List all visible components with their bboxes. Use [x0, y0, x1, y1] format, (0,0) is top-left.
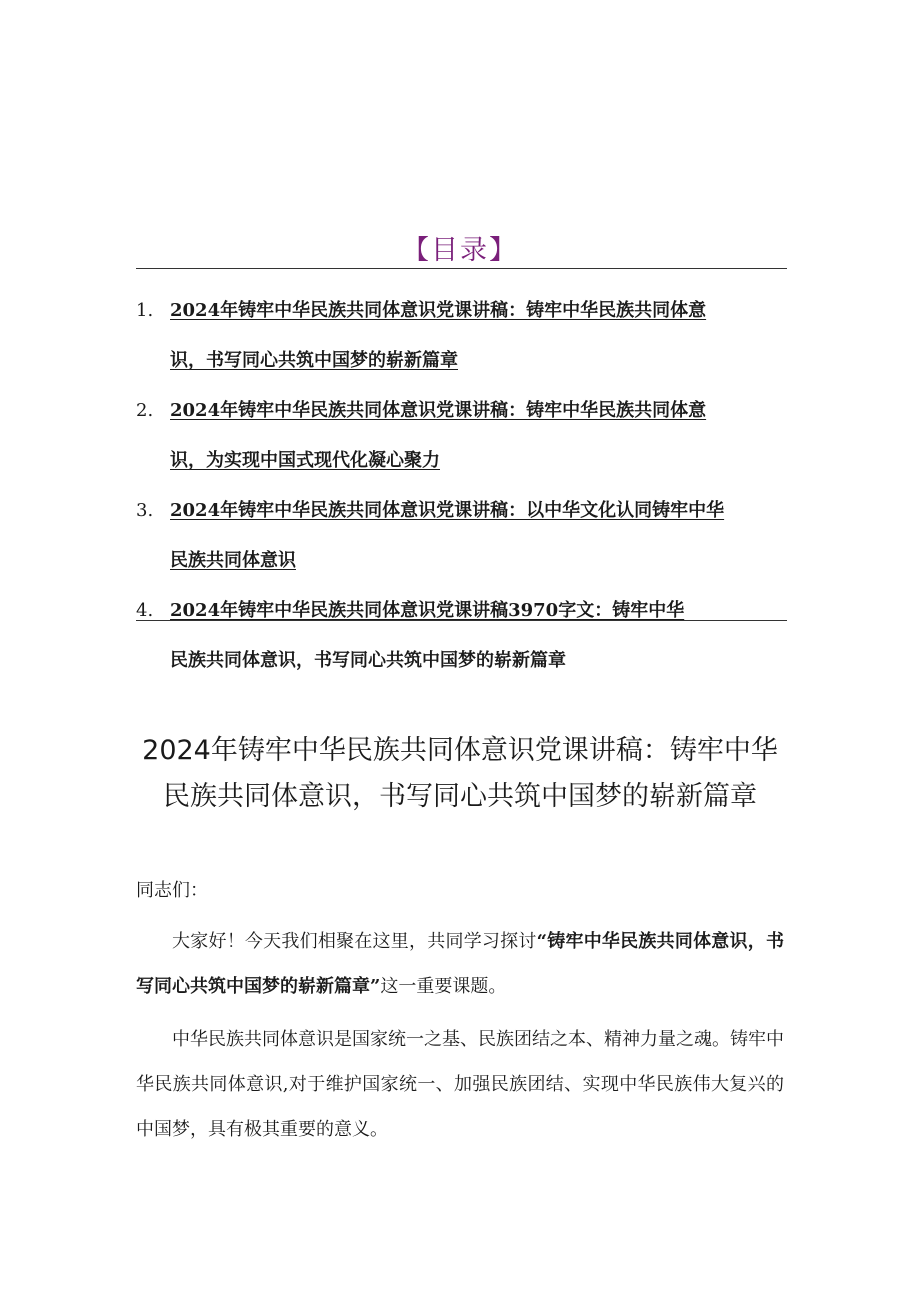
toc-link[interactable]: 2024年铸牢中华民族共同体意识党课讲稿：以中华文化认同铸牢中华: [170, 500, 725, 521]
toc-link[interactable]: 2024年铸牢中华民族共同体意识党课讲稿3970字文：铸牢中华: [170, 600, 685, 621]
intro-text: 大家好！今天我们相聚在这里，共同学习探讨: [172, 931, 537, 952]
toc-item-3[interactable]: [136, 486, 796, 586]
article-title: [120, 728, 800, 820]
toc-link-continued[interactable]: 民族共同体意识，书写同心共筑中国梦的崭新篇章: [170, 650, 566, 671]
toc-link-continued[interactable]: 识，为实现中国式现代化凝心聚力: [170, 450, 440, 471]
toc-list: [136, 286, 796, 686]
toc-link-continued[interactable]: 民族共同体意识: [170, 550, 296, 571]
toc-link[interactable]: 2024年铸牢中华民族共同体意识党课讲稿：铸牢中华民族共同体意: [170, 300, 707, 321]
paragraph-intro: [136, 919, 784, 1009]
toc-item-4[interactable]: [136, 586, 796, 686]
toc-item-number: 3.: [136, 500, 154, 521]
article-title-line1: 2024年铸牢中华民族共同体意识党课讲稿：铸牢中华: [142, 735, 778, 766]
intro-topic-bold: “铸牢中华民族共同体意识，书写同心共筑中国梦的崭新篇章”: [136, 931, 785, 997]
toc-item-number: 1.: [136, 300, 154, 321]
toc-bottom-rule: [136, 620, 787, 621]
toc-item-2[interactable]: [136, 386, 796, 486]
greeting: 同志们：: [136, 880, 208, 901]
intro-text-end: 这一重要课题。: [380, 976, 507, 997]
toc-link-continued[interactable]: 识，书写同心共筑中国梦的崭新篇章: [170, 350, 458, 371]
toc-item-number: 4.: [136, 600, 154, 621]
toc-top-rule: [136, 268, 787, 269]
toc-item-1[interactable]: [136, 286, 796, 386]
toc-item-number: 2.: [136, 400, 154, 421]
article-title-line2: 民族共同体意识，书写同心共筑中国梦的崭新篇章: [163, 781, 757, 812]
toc-heading: 【目录】: [402, 235, 518, 266]
paragraph-body: 中华民族共同体意识是国家统一之基、民族团结之本、精神力量之魂。铸牢中华民族共同体意识,对于维护国家统一、加强民族团结、实现中华民族伟大复兴的中国梦，具有极其重要的意义。: [136, 1029, 784, 1140]
toc-link[interactable]: 2024年铸牢中华民族共同体意识党课讲稿：铸牢中华民族共同体意: [170, 400, 707, 421]
